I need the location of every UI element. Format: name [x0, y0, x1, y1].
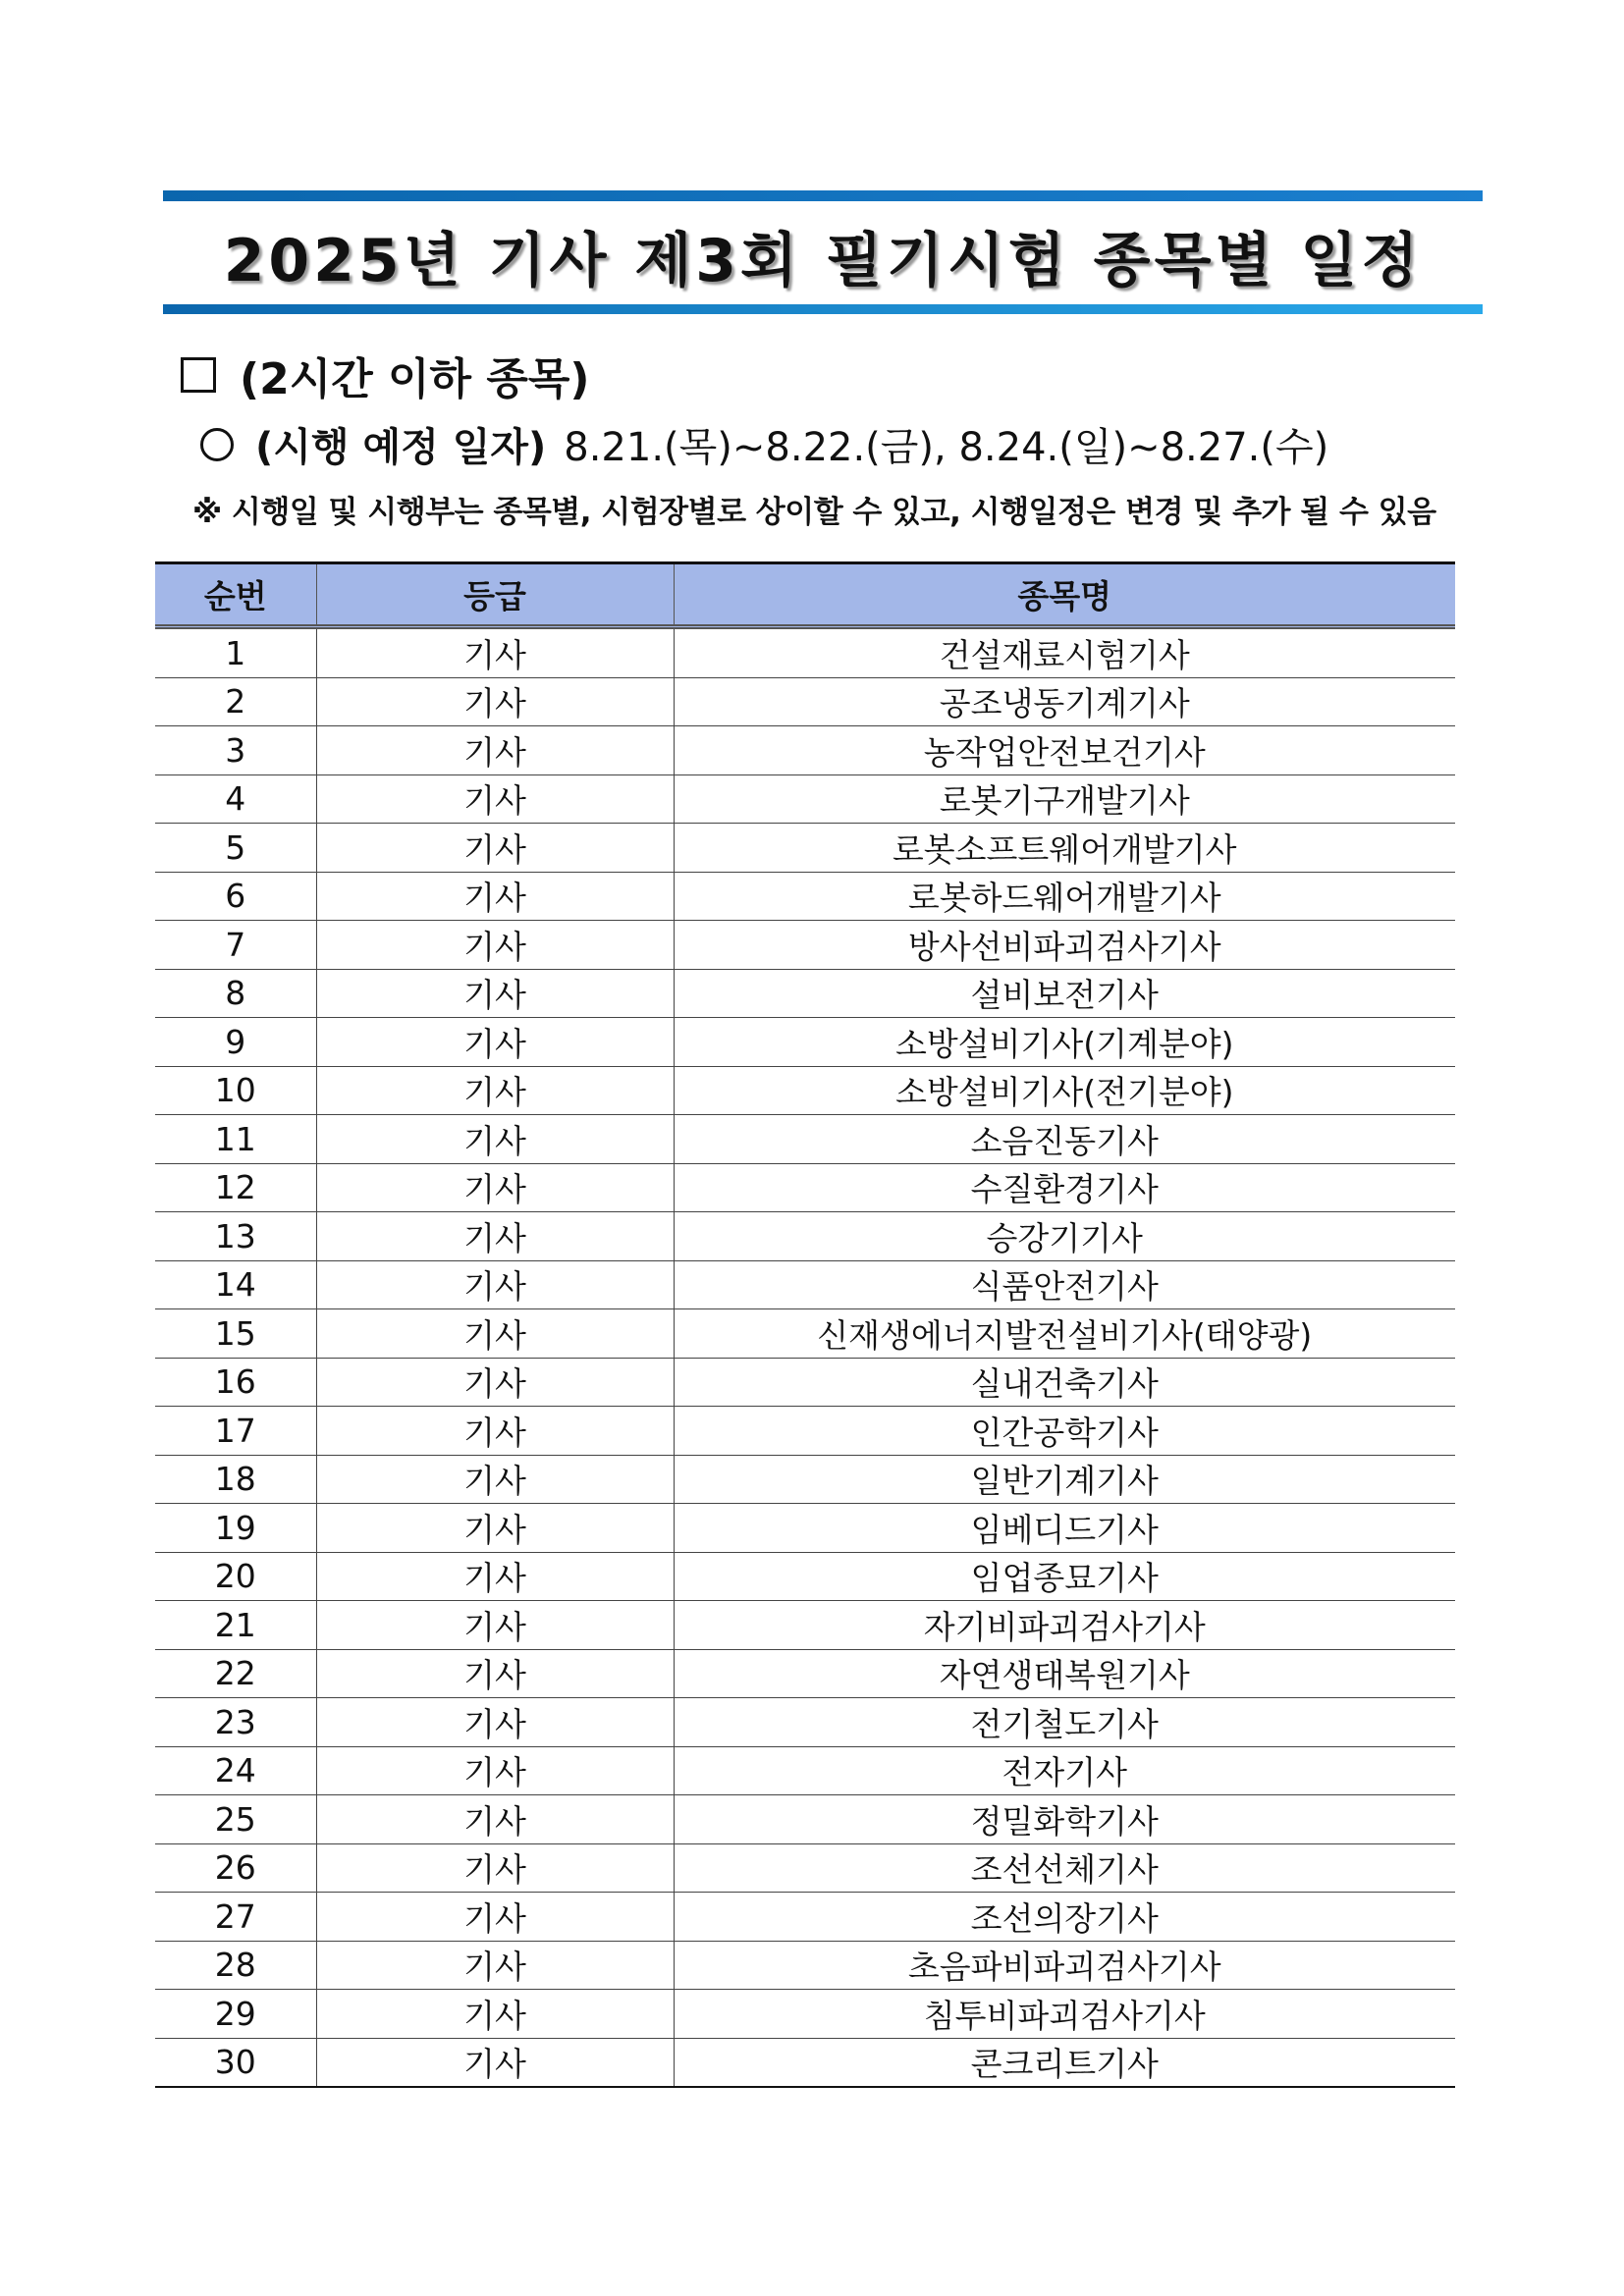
- row-grade: 기사: [316, 2038, 674, 2087]
- table-row: [155, 921, 1455, 970]
- section-heading: [181, 344, 590, 406]
- row-grade: 기사: [316, 1649, 674, 1698]
- row-number: 30: [155, 2038, 316, 2087]
- row-grade: 기사: [316, 1358, 674, 1407]
- table-row: [155, 1455, 1455, 1504]
- row-number: 12: [155, 1163, 316, 1212]
- square-bullet-icon: [181, 357, 216, 393]
- row-subject: 자기비파괴검사기사: [674, 1601, 1455, 1650]
- row-number: 3: [155, 726, 316, 775]
- table-row: [155, 1358, 1455, 1407]
- row-grade: 기사: [316, 1163, 674, 1212]
- section-label: (2시간 이하 종목): [240, 354, 590, 404]
- row-number: 1: [155, 627, 316, 678]
- row-grade: 기사: [316, 1407, 674, 1456]
- row-subject: 인간공학기사: [674, 1407, 1455, 1456]
- row-number: 8: [155, 969, 316, 1018]
- row-subject: 초음파비파괴검사기사: [674, 1941, 1455, 1990]
- table-row: [155, 1843, 1455, 1893]
- schedule-dates-line: [200, 416, 1328, 472]
- row-number: 10: [155, 1066, 316, 1115]
- row-subject: 소방설비기사(전기분야): [674, 1066, 1455, 1115]
- row-subject: 식품안전기사: [674, 1260, 1455, 1309]
- table-row: [155, 1601, 1455, 1650]
- page-title: 2025년 기사 제3회 필기시험 종목별 일정: [223, 227, 1423, 295]
- circle-bullet-icon: [200, 428, 234, 461]
- row-grade: 기사: [316, 1552, 674, 1601]
- row-grade: 기사: [316, 1018, 674, 1067]
- row-grade: 기사: [316, 1455, 674, 1504]
- title-bottom-rule: [163, 304, 1483, 314]
- row-grade: 기사: [316, 1990, 674, 2039]
- row-grade: 기사: [316, 1941, 674, 1990]
- row-subject: 신재생에너지발전설비기사(태양광): [674, 1309, 1455, 1359]
- table-header-row: [155, 563, 1455, 627]
- exam-schedule-table: [155, 561, 1455, 2088]
- table-row: [155, 1260, 1455, 1309]
- row-number: 16: [155, 1358, 316, 1407]
- row-subject: 소음진동기사: [674, 1115, 1455, 1164]
- table-row: [155, 872, 1455, 921]
- row-grade: 기사: [316, 1504, 674, 1553]
- row-number: 18: [155, 1455, 316, 1504]
- row-number: 24: [155, 1746, 316, 1795]
- row-grade: 기사: [316, 1601, 674, 1650]
- schedule-note: ※ 시행일 및 시행부는 종목별, 시험장별로 상이할 수 있고, 시행일정은 변경 및 추가 될 수 있음: [192, 495, 1436, 530]
- table-row: [155, 677, 1455, 726]
- row-subject: 조선의장기사: [674, 1893, 1455, 1942]
- row-subject: 설비보전기사: [674, 969, 1455, 1018]
- header-subject: 종목명: [674, 563, 1455, 627]
- row-subject: 임베디드기사: [674, 1504, 1455, 1553]
- row-number: 4: [155, 774, 316, 824]
- table-row: [155, 1018, 1455, 1067]
- schedule-label: (시행 예정 일자): [255, 425, 547, 470]
- header-grade: 등급: [316, 563, 674, 627]
- row-subject: 조선선체기사: [674, 1843, 1455, 1893]
- row-grade: 기사: [316, 969, 674, 1018]
- table-row: [155, 1115, 1455, 1164]
- table-row: [155, 2038, 1455, 2087]
- table-row: [155, 969, 1455, 1018]
- table-row: [155, 627, 1455, 678]
- table-row: [155, 774, 1455, 824]
- row-subject: 정밀화학기사: [674, 1795, 1455, 1844]
- table-row: [155, 1552, 1455, 1601]
- row-grade: 기사: [316, 677, 674, 726]
- row-grade: 기사: [316, 1212, 674, 1261]
- row-number: 21: [155, 1601, 316, 1650]
- row-subject: 농작업안전보건기사: [674, 726, 1455, 775]
- row-number: 14: [155, 1260, 316, 1309]
- row-subject: 실내건축기사: [674, 1358, 1455, 1407]
- row-number: 19: [155, 1504, 316, 1553]
- table-row: [155, 1746, 1455, 1795]
- row-grade: 기사: [316, 1698, 674, 1747]
- table-row: [155, 1990, 1455, 2039]
- row-subject: 수질환경기사: [674, 1163, 1455, 1212]
- row-number: 9: [155, 1018, 316, 1067]
- table-row: [155, 1649, 1455, 1698]
- row-grade: 기사: [316, 1893, 674, 1942]
- row-number: 27: [155, 1893, 316, 1942]
- table-row: [155, 824, 1455, 873]
- schedule-dates: 8.21.(목)~8.22.(금), 8.24.(일)~8.27.(수): [564, 425, 1329, 470]
- row-grade: 기사: [316, 824, 674, 873]
- row-number: 13: [155, 1212, 316, 1261]
- table-row: [155, 1795, 1455, 1844]
- table-row: [155, 1941, 1455, 1990]
- row-subject: 소방설비기사(기계분야): [674, 1018, 1455, 1067]
- table-row: [155, 1309, 1455, 1359]
- row-subject: 승강기기사: [674, 1212, 1455, 1261]
- row-number: 7: [155, 921, 316, 970]
- row-subject: 콘크리트기사: [674, 2038, 1455, 2087]
- row-grade: 기사: [316, 1260, 674, 1309]
- row-grade: 기사: [316, 627, 674, 678]
- row-grade: 기사: [316, 726, 674, 775]
- row-subject: 방사선비파괴검사기사: [674, 921, 1455, 970]
- table-row: [155, 1407, 1455, 1456]
- row-subject: 로봇기구개발기사: [674, 774, 1455, 824]
- table-row: [155, 1893, 1455, 1942]
- row-grade: 기사: [316, 1066, 674, 1115]
- row-grade: 기사: [316, 1309, 674, 1359]
- row-number: 15: [155, 1309, 316, 1359]
- row-number: 17: [155, 1407, 316, 1456]
- row-grade: 기사: [316, 872, 674, 921]
- row-number: 25: [155, 1795, 316, 1844]
- row-subject: 임업종묘기사: [674, 1552, 1455, 1601]
- row-subject: 공조냉동기계기사: [674, 677, 1455, 726]
- table-row: [155, 1212, 1455, 1261]
- row-number: 11: [155, 1115, 316, 1164]
- row-subject: 일반기계기사: [674, 1455, 1455, 1504]
- row-number: 5: [155, 824, 316, 873]
- row-number: 26: [155, 1843, 316, 1893]
- table-row: [155, 1698, 1455, 1747]
- row-number: 23: [155, 1698, 316, 1747]
- table-row: [155, 1504, 1455, 1553]
- row-subject: 로봇소프트웨어개발기사: [674, 824, 1455, 873]
- title-band: [163, 190, 1483, 314]
- table-row: [155, 726, 1455, 775]
- row-grade: 기사: [316, 1115, 674, 1164]
- row-subject: 로봇하드웨어개발기사: [674, 872, 1455, 921]
- row-subject: 전자기사: [674, 1746, 1455, 1795]
- row-number: 20: [155, 1552, 316, 1601]
- row-subject: 침투비파괴검사기사: [674, 1990, 1455, 2039]
- row-subject: 건설재료시험기사: [674, 627, 1455, 678]
- row-subject: 자연생태복원기사: [674, 1649, 1455, 1698]
- row-number: 22: [155, 1649, 316, 1698]
- title-top-rule: [163, 190, 1483, 201]
- row-number: 29: [155, 1990, 316, 2039]
- row-grade: 기사: [316, 1746, 674, 1795]
- table-row: [155, 1066, 1455, 1115]
- row-number: 2: [155, 677, 316, 726]
- row-grade: 기사: [316, 921, 674, 970]
- row-number: 6: [155, 872, 316, 921]
- row-grade: 기사: [316, 1843, 674, 1893]
- row-grade: 기사: [316, 1795, 674, 1844]
- row-subject: 전기철도기사: [674, 1698, 1455, 1747]
- header-number: 순번: [155, 563, 316, 627]
- row-number: 28: [155, 1941, 316, 1990]
- table-row: [155, 1163, 1455, 1212]
- row-grade: 기사: [316, 774, 674, 824]
